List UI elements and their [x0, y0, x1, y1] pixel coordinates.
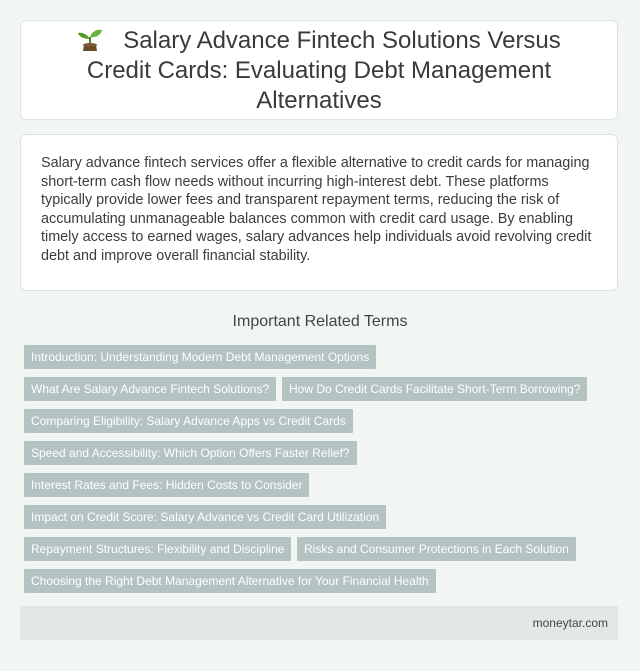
related-term-tag[interactable]: Comparing Eligibility: Salary Advance Apps vs Credit Cards — [24, 409, 353, 433]
summary-card — [20, 134, 618, 291]
page-title — [45, 25, 593, 116]
title-card — [20, 20, 618, 120]
related-term-tag[interactable]: Impact on Credit Score: Salary Advance vs Credit Card Utilization — [24, 505, 386, 529]
footer — [20, 606, 618, 640]
related-term-tag[interactable]: What Are Salary Advance Fintech Solutions? — [24, 377, 276, 401]
related-term-tag[interactable]: Introduction: Understanding Modern Debt Management Options — [24, 345, 376, 369]
related-term-tag[interactable]: Repayment Structures: Flexibility and Discipline — [24, 537, 291, 561]
related-term-tag[interactable]: How Do Credit Cards Facilitate Short-Term Borrowing? — [282, 377, 587, 401]
footer-site-link[interactable]: moneytar.com — [532, 616, 608, 630]
related-term-tag[interactable]: Choosing the Right Debt Management Alternative for Your Financial Health — [24, 569, 436, 593]
related-term-tag[interactable]: Speed and Accessibility: Which Option Offers Faster Relief? — [24, 441, 357, 465]
related-term-tag[interactable]: Risks and Consumer Protections in Each Solution — [297, 537, 576, 561]
related-terms-heading: Important Related Terms — [232, 313, 408, 330]
summary-text: Salary advance fintech services offer a flexible alternative to credit cards for managing short-term cash flow needs without incurring high-interest debt. These platforms typically provide lower fees and transparent repayment terms, reducing the risk of accumulating unmanageable balances common with credit card usage. By enabling timely access to earned wages, salary advances help individuals avoid revolving credit debt and improve overall financial stability. — [41, 155, 592, 264]
related-term-tag[interactable]: Interest Rates and Fees: Hidden Costs to Consider — [24, 473, 309, 497]
seedling-icon — [77, 25, 103, 51]
page-title-text: Salary Advance Fintech Solutions Versus Credit Cards: Evaluating Debt Management Alternatives — [86, 26, 561, 114]
